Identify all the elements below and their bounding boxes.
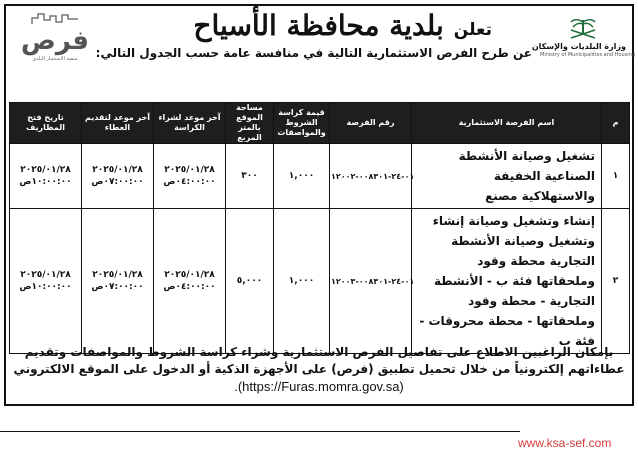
- last-purchase-date: ٢٠٢٥/٠١/٢٨: [164, 270, 215, 280]
- cell-number: ٠١-٢٤-٠٠٨٣٠١-١٢٠٠٢: [330, 144, 412, 209]
- furas-logo-subtitle: منصة الاستثمار البلدي: [32, 56, 78, 62]
- table-row: [10, 144, 630, 209]
- col-header-index: م: [602, 103, 630, 144]
- cell-number: ٠١-٢٤-٠٠٨٣٠١-١٢٠٠٣: [330, 209, 412, 354]
- col-header-number: رقم الفرصة: [330, 103, 412, 144]
- title-block: [193, 8, 492, 44]
- watermark: www.ksa-sef.com: [518, 436, 612, 450]
- opening-date: ٢٠٢٥/٠١/٢٨: [20, 165, 71, 175]
- last-purchase-time: ٠٤:٠٠:٠٠ص: [163, 282, 216, 292]
- opening-time: ١٠:٠٠:٠٠ص: [19, 177, 72, 187]
- footer-line-2: عطاءاتهم إلكترونياً من خلال تحميل تطبيق (فرص) على الأجهزة الذكية أو الدخول على الموقع الالكتروني: [13, 362, 625, 376]
- cell-index: ٢: [602, 209, 630, 354]
- cell-opening: [10, 209, 82, 354]
- col-header-opening: تاريخ فتح المظاريف: [10, 103, 82, 144]
- ministry-name-en: Ministry of Municipalities and Housing: [540, 52, 635, 58]
- divider: [0, 431, 520, 432]
- cell-last-submission: [82, 209, 154, 354]
- footer-line-1: بإمكان الراغبين الاطلاع على تفاصيل الفرص الاستثمارية وشراء كراسة الشروط والمواصفات وتقديم: [24, 345, 614, 359]
- opportunities-table: [9, 102, 630, 354]
- cell-booklet-price: ١,٠٠٠: [274, 209, 330, 354]
- table-header-row: [10, 103, 630, 144]
- col-header-name: اسم الفرصة الاستثمارية: [412, 103, 602, 144]
- opening-time: ١٠:٠٠:٠٠ص: [19, 282, 72, 292]
- cell-area: ٣٠٠: [226, 144, 274, 209]
- ministry-name-ar: وزارة البلديات والإسكان: [531, 42, 626, 51]
- last-submission-date: ٢٠٢٥/٠١/٢٨: [92, 270, 143, 280]
- cell-booklet-price: ١,٠٠٠: [274, 144, 330, 209]
- ministry-logo: [531, 16, 635, 59]
- title-prefix: تعلن: [453, 20, 492, 40]
- cell-index: ١: [602, 144, 630, 209]
- page-title: بلدية محافظة الأسياح: [193, 9, 444, 42]
- last-purchase-date: ٢٠٢٥/٠١/٢٨: [164, 165, 215, 175]
- furas-bars-icon: [30, 12, 80, 26]
- last-submission-time: ٠٧:٠٠:٠٠ص: [91, 177, 144, 187]
- cell-last-purchase: [154, 144, 226, 209]
- furas-logo: [12, 12, 98, 63]
- last-submission-date: ٢٠٢٥/٠١/٢٨: [92, 165, 143, 175]
- table-row: [10, 209, 630, 354]
- ad-header: [6, 6, 635, 66]
- cell-last-purchase: [154, 209, 226, 354]
- last-purchase-time: ٠٤:٠٠:٠٠ص: [163, 177, 216, 187]
- cell-last-submission: [82, 144, 154, 209]
- tender-advertisement: [4, 4, 634, 406]
- furas-logo-text: فرص: [20, 26, 90, 56]
- cell-area: ٥,٠٠٠: [226, 209, 274, 354]
- opening-date: ٢٠٢٥/٠١/٢٨: [20, 270, 71, 280]
- col-header-booklet-price: قيمة كراسة الشروط والمواصفات: [274, 103, 330, 144]
- cell-opening: [10, 144, 82, 209]
- furas-website-link[interactable]: .(https://Furas.momra.gov.sa): [234, 379, 404, 394]
- col-header-last-submission: آخر موعد لتقديم العطاء: [82, 103, 154, 144]
- palm-swords-emblem-icon: [563, 16, 603, 42]
- cell-name: تشغيل وصيانة الأنشطة الصناعية الخفيفة والاستهلاكية مصنع: [412, 144, 602, 209]
- last-submission-time: ٠٧:٠٠:٠٠ص: [91, 282, 144, 292]
- page-subtitle: عن طرح الفرص الاستثمارية التالية في منافسة عامة حسب الجدول التالي:: [95, 46, 532, 60]
- ad-footer: [9, 340, 629, 402]
- cell-name: إنشاء وتشغيل وصيانة إنشاء وتشغيل وصيانة الأنشطة التجارية محطة وقود وملحقاتها فئة ب - الأنشطة التجارية - محطة وقود وملحقاتها - محطة محروقات - فئة ب: [412, 209, 602, 354]
- col-header-area: مساحة الموقع بالمتر المربع: [226, 103, 274, 144]
- col-header-last-purchase: آخر موعد لشراء الكراسة: [154, 103, 226, 144]
